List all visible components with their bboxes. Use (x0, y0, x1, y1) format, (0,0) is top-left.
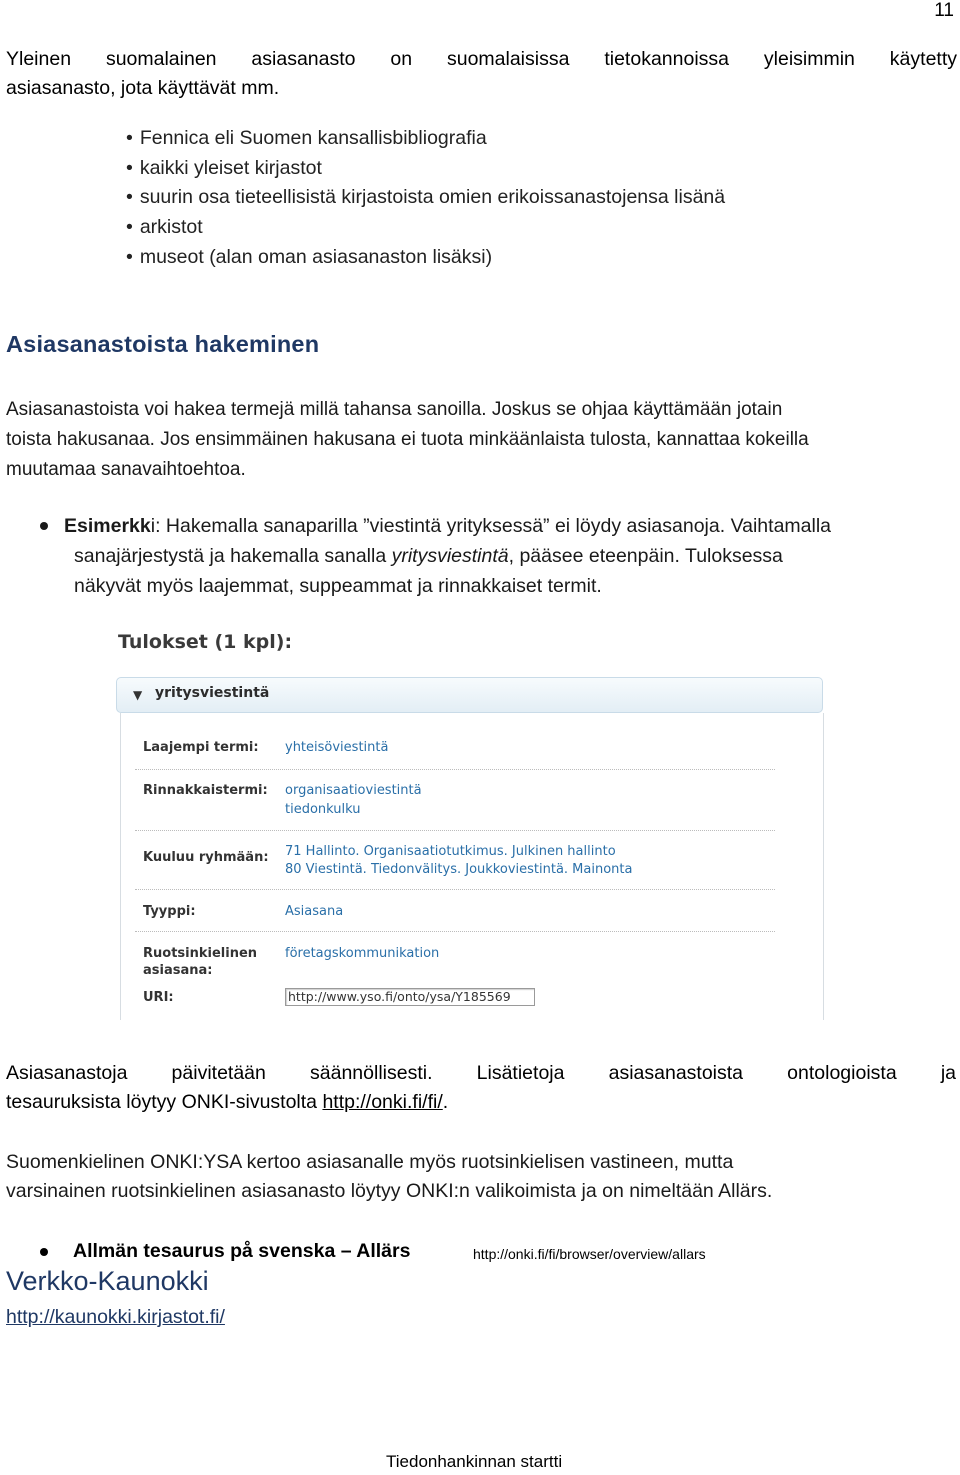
field-link[interactable]: yhteisöviestintä (285, 740, 389, 755)
list-item: • Fennica eli Suomen kansallisbibliografia (126, 124, 725, 154)
divider (135, 830, 775, 831)
divider (135, 769, 775, 770)
example-block (40, 511, 955, 601)
field-label-line: Ruotsinkielinen (143, 946, 258, 961)
divider (135, 889, 775, 890)
update-text: . (442, 1091, 449, 1113)
field-label: Laajempi termi: (143, 740, 259, 755)
section-heading: Asiasanastoista hakeminen (6, 331, 320, 357)
field-label (143, 945, 273, 979)
intro-line-2: asiasanasto, jota käyttävät mm. (6, 77, 280, 99)
bullet-icon (40, 1248, 48, 1256)
results-title: Tulokset (1 kpl): (118, 631, 293, 653)
field-label: Kuuluu ryhmään: (143, 850, 269, 865)
onki-link[interactable]: http://onki.fi/fi/ (322, 1091, 443, 1113)
field-link[interactable]: 71 Hallinto. Organisaatiotutkimus. Julkinen hallinto (285, 844, 616, 859)
allars-url[interactable]: http://onki.fi/fi/browser/overview/allars (473, 1246, 706, 1262)
update-line-1: Asiasanastoja päivitetään säännöllisesti. Lisätietoja asiasanastoista ontologioista ja (6, 1062, 956, 1084)
example-line-2 (40, 541, 955, 571)
field-label-line: asiasana: (143, 963, 213, 978)
example-text: i: Hakemalla sanaparilla ”viestintä yrityksessä” ei löydy asiasanoja. Vaihtamalla (150, 515, 832, 537)
intro-line-1: Yleinen suomalainen asiasanasto on suomalaisissa tietokannoissa yleisimmin käytetty (6, 48, 957, 70)
field-link[interactable]: organisaatioviestintä (285, 783, 422, 798)
example-label: Esimerkk (64, 515, 151, 537)
example-line-1 (40, 511, 955, 541)
example-line-3: näkyvät myös laajemmat, suppeammat ja rinnakkaiset termit. (74, 575, 602, 597)
verkko-kaunokki-heading: Verkko-Kaunokki (6, 1266, 209, 1296)
field-value: Asiasana (285, 904, 344, 919)
field-label: Tyyppi: (143, 904, 196, 919)
swedish-paragraph (6, 1148, 956, 1206)
search-result-figure (116, 625, 826, 1020)
field-link[interactable]: tiedonkulku (285, 802, 361, 817)
collapse-triangle-icon[interactable]: ▼ (133, 688, 143, 702)
result-term: yritysviestintä (155, 685, 270, 701)
example-text: , pääsee eteenpäin. Tuloksessa (508, 545, 783, 567)
allars-title: Allmän tesaurus på svenska – Allärs (73, 1240, 411, 1262)
update-paragraph (6, 1059, 956, 1117)
search-line-3: muutamaa sanavaihtoehtoa. (6, 459, 246, 480)
search-line-2: toista hakusanaa. Jos ensimmäinen hakusana ei tuota minkäänlaista tulosta, kannattaa kokeilla (6, 429, 809, 450)
swedish-line-2: varsinainen ruotsinkielinen asiasanasto löytyy ONKI:n valikoimista ja on nimeltään Allärs. (6, 1180, 773, 1202)
update-text: tesauruksista löytyy ONKI-sivustolta (6, 1091, 323, 1113)
example-text: sanajärjestystä ja hakemalla sanalla (74, 545, 392, 567)
update-line-2 (6, 1088, 956, 1117)
bullet-icon (40, 522, 48, 530)
kaunokki-link-wrap (6, 1306, 225, 1329)
kaunokki-link[interactable]: http://kaunokki.kirjastot.fi/ (6, 1306, 225, 1328)
list-item: • kaikki yleiset kirjastot (126, 154, 725, 184)
result-panel-header[interactable] (116, 677, 823, 713)
result-panel-body (120, 713, 824, 1020)
list-item: • suurin osa tieteellisistä kirjastoista omien erikoissanastojensa lisänä (126, 183, 725, 213)
field-label: URI: (143, 990, 174, 1005)
list-item: • museot (alan oman asiasanaston lisäksi) (126, 243, 725, 273)
divider (135, 931, 775, 932)
example-italic-term: yritysviestintä (391, 545, 509, 567)
swedish-line-1: Suomenkielinen ONKI:YSA kertoo asiasanalle myös ruotsinkielisen vastineen, mutta (6, 1151, 734, 1173)
intro-paragraph (6, 45, 957, 103)
page-footer: Tiedonhankinnan startti (386, 1452, 563, 1471)
field-label: Rinnakkaistermi: (143, 783, 268, 798)
field-link[interactable]: 80 Viestintä. Tiedonvälitys. Joukkoviestintä. Mainonta (285, 862, 633, 877)
users-list (126, 124, 725, 273)
page-number: 11 (934, 0, 954, 21)
search-paragraph (6, 395, 956, 485)
uri-field[interactable]: http://www.yso.fi/onto/ysa/Y185569 (285, 988, 535, 1006)
list-item: • arkistot (126, 213, 725, 243)
search-line-1: Asiasanastoista voi hakea termejä millä tahansa sanoilla. Joskus se ohjaa käyttämään jotain (6, 399, 783, 420)
field-value: företagskommunikation (285, 946, 440, 961)
